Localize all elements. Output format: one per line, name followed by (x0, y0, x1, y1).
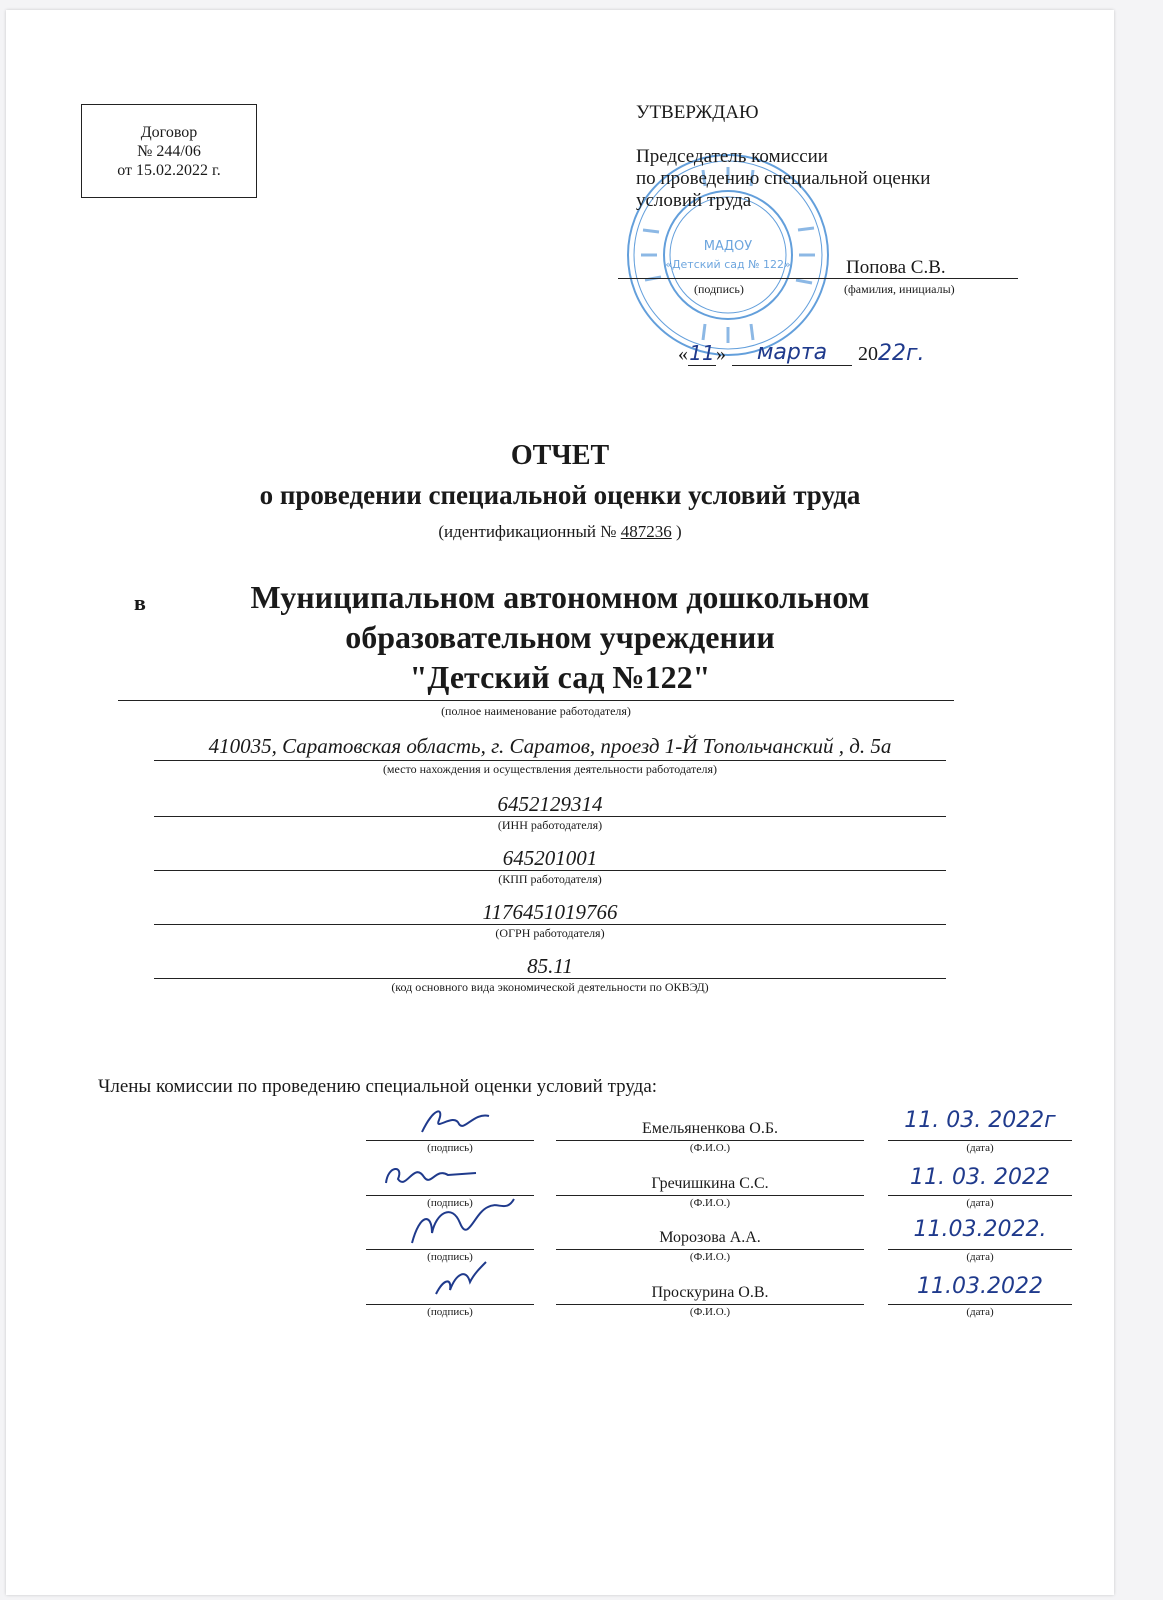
member-name: Проскурина О.В. (651, 1284, 769, 1301)
date-day: 11 (689, 341, 715, 365)
date-month: марта (732, 340, 852, 366)
report-id-line (6, 522, 1114, 542)
contract-label: Договор (140, 123, 198, 141)
approval-position-line2: по проведению специальной оценки (636, 168, 931, 189)
member-name: Гречишкина С.С. (651, 1175, 769, 1192)
kpp-underline (154, 870, 946, 871)
stamp-center-line1: МАДОУ (703, 239, 753, 254)
approval-position-line3: условий труда (636, 190, 752, 211)
member-signature-1 (414, 1102, 494, 1142)
member-signature-caption: (подпись) (427, 1251, 473, 1263)
member-name-caption: (Ф.И.О.) (689, 1142, 731, 1154)
member-date-caption: (дата) (966, 1251, 994, 1263)
member-date: 11. 03. 2022г (904, 1108, 1056, 1133)
chair-name: Попова С.В. (846, 257, 946, 278)
report-subtitle: о проведении специальной оценки условий труда (259, 480, 861, 510)
member-name-caption: (Ф.И.О.) (689, 1251, 731, 1263)
approval-title: УТВЕРЖДАЮ (636, 102, 759, 123)
ogrn-caption: (ОГРН работодателя) (495, 926, 605, 940)
date-year-prefix: 20 (858, 343, 878, 365)
employer-name-line3: "Детский сад №122" (409, 659, 711, 695)
member-date: 11. 03. 2022 (910, 1165, 1050, 1190)
date-open-quote: « (678, 343, 688, 365)
employer-in-word: в (134, 590, 146, 615)
ogrn-underline (154, 924, 946, 925)
address-caption: (место нахождения и осуществления деятельности работодателя) (382, 762, 718, 776)
members-title: Члены комиссии по проведению специальной оценки условий труда: (98, 1076, 658, 1097)
member-row (366, 1262, 1072, 1322)
member-name: Емельяненкова О.Б. (641, 1120, 778, 1137)
approval-position-line1: Председатель комиссии (636, 146, 828, 167)
employer-kpp: 645201001 (502, 846, 598, 870)
member-name: Морозова А.А. (659, 1229, 761, 1246)
inn-caption: (ИНН работодателя) (497, 818, 603, 832)
member-row (366, 1098, 1072, 1158)
report-title: ОТЧЕТ (510, 440, 610, 471)
date-close-quote: » (716, 343, 726, 365)
document-page (6, 10, 1114, 1595)
approval-date (678, 340, 925, 366)
employer-name-underline (118, 700, 954, 701)
chair-name-caption: (фамилия, инициалы) (844, 282, 955, 296)
employer-address: 410035, Саратовская область, г. Саратов, проезд 1-Й Топольчанский , д. 5а (208, 734, 892, 758)
member-name-caption: (Ф.И.О.) (689, 1306, 731, 1318)
member-name-caption: (Ф.И.О.) (689, 1197, 731, 1209)
member-signature-3 (402, 1193, 522, 1253)
member-date-caption: (дата) (966, 1142, 994, 1154)
member-date-caption: (дата) (966, 1197, 994, 1209)
chair-signature-line (618, 278, 1018, 279)
inn-underline (154, 816, 946, 817)
contract-date: от 15.02.2022 г. (117, 161, 221, 179)
employer-ogrn: 1176451019766 (482, 900, 618, 924)
employer-name-caption: (полное наименование работодателя) (441, 704, 631, 718)
okved-underline (154, 978, 946, 979)
member-signature-2 (376, 1157, 486, 1197)
employer-inn: 6452129314 (497, 792, 603, 816)
member-signature-caption: (подпись) (427, 1142, 473, 1154)
contract-number: № 244/06 (137, 142, 201, 160)
member-date: 11.03.2022. (913, 1217, 1047, 1242)
report-id-prefix: (идентификационный № (438, 522, 617, 541)
member-date-caption: (дата) (966, 1306, 994, 1318)
employer-okved: 85.11 (527, 954, 573, 978)
chair-signature-caption: (подпись) (694, 282, 744, 296)
okved-caption: (код основного вида экономической деятельности по ОКВЭД) (391, 980, 709, 994)
report-id-number: 487236 (620, 522, 672, 541)
member-signature-caption: (подпись) (427, 1197, 473, 1209)
report-id-suffix: ) (675, 522, 682, 541)
member-signature-caption: (подпись) (427, 1306, 473, 1318)
member-signature-4 (430, 1254, 490, 1302)
stamp-center-line2: «Детский сад № 122» (665, 258, 791, 271)
contract-box (81, 104, 257, 198)
kpp-caption: (КПП работодателя) (498, 872, 602, 886)
address-underline (154, 760, 946, 761)
date-year-suffix: 22г. (878, 341, 925, 366)
employer-name-line2: образовательном учреждении (345, 619, 775, 655)
employer-name-line1: Муниципальном автономном дошкольном (250, 579, 870, 615)
member-date: 11.03.2022 (917, 1274, 1043, 1299)
